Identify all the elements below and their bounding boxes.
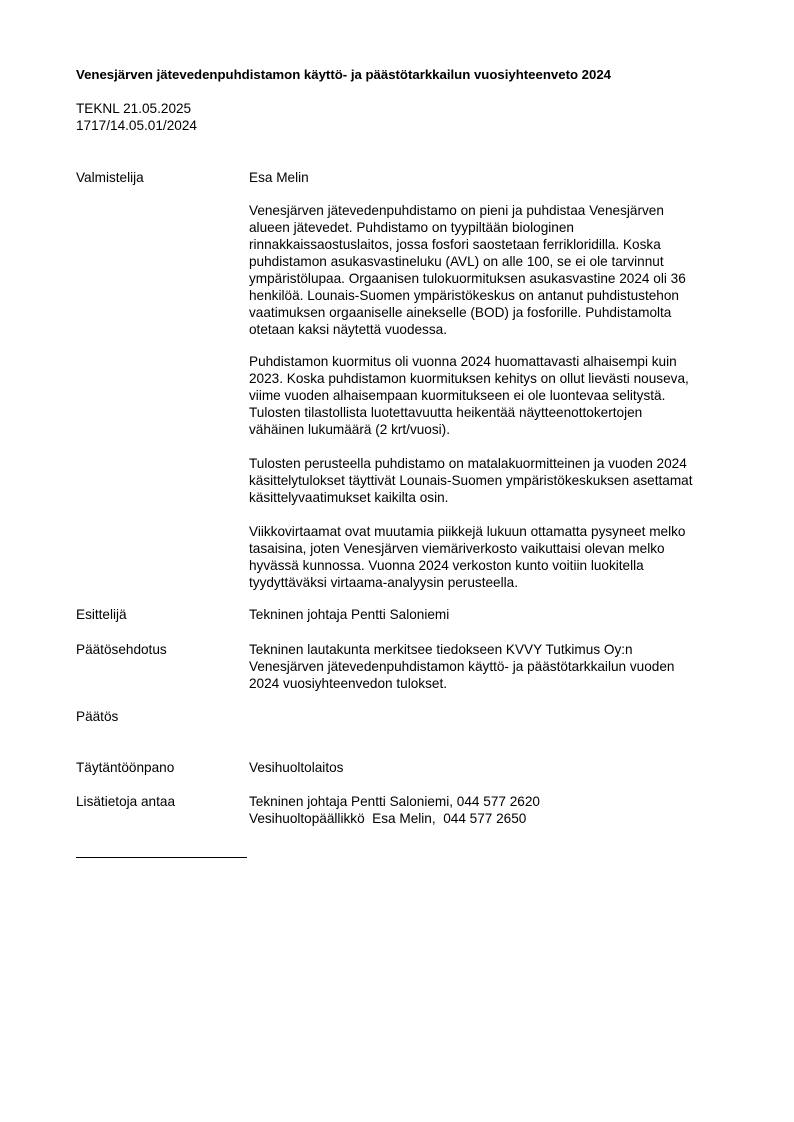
more-info-value bbox=[249, 793, 735, 827]
paragraph-line: rinnakkaissaostuslaitos, jossa fosfori saostetaan ferrikloridilla. Koska bbox=[249, 237, 661, 252]
paragraph-line: puhdistamon asukasvastineluku (AVL) on alle 100, se ei ole tarvinnut bbox=[249, 254, 664, 269]
footer-divider bbox=[76, 857, 247, 858]
contact-line: Vesihuoltopäällikkö Esa Melin, 044 577 2650 bbox=[249, 811, 527, 826]
proposal-line: Tekninen lautakunta merkitsee tiedokseen KVVY Tutkimus Oy:n bbox=[249, 642, 633, 657]
proposal-value bbox=[249, 641, 735, 692]
preparer-value: Esa Melin bbox=[249, 170, 309, 185]
paragraph-line: Tulosten perusteella puhdistamo on matalakuormitteinen ja vuoden 2024 bbox=[249, 456, 687, 471]
decision-label: Päätös bbox=[76, 709, 119, 724]
body-paragraph-load bbox=[249, 353, 735, 438]
presenter-label: Esittelijä bbox=[76, 607, 127, 622]
paragraph-line: tyydyttäväksi virtaama-analyysin perusteella. bbox=[249, 575, 518, 590]
reference-number: 1717/14.05.01/2024 bbox=[76, 118, 197, 133]
paragraph-line: Venesjärven jätevedenpuhdistamo on pieni ja puhdistaa Venesjärven bbox=[249, 203, 664, 218]
proposal-line: Venesjärven jätevedenpuhdistamon käyttö- ja päästötarkkailun vuoden bbox=[249, 659, 675, 674]
contact-line: Tekninen johtaja Pentti Saloniemi, 044 577 2620 bbox=[249, 794, 540, 809]
paragraph-line: vaatimuksen orgaaniselle ainekselle (BOD) ja fosforille. Puhdistamolta bbox=[249, 305, 672, 320]
paragraph-line: vähäinen lukumäärä (2 krt/vuosi). bbox=[249, 422, 450, 437]
implementation-value: Vesihuoltolaitos bbox=[249, 760, 344, 775]
implementation-label: Täytäntöönpano bbox=[76, 760, 175, 775]
paragraph-line: 2023. Koska puhdistamon kuormituksen kehitys on ollut lievästi nouseva, bbox=[249, 371, 689, 386]
reference-date: TEKNL 21.05.2025 bbox=[76, 101, 192, 116]
proposal-line: 2024 vuosiyhteenvedon tulokset. bbox=[249, 676, 448, 691]
paragraph-line: käsittelyvaatimukset kaikilta osin. bbox=[249, 490, 449, 505]
body-paragraph-flows bbox=[249, 523, 735, 591]
paragraph-line: viime vuoden alhaisempaan kuormitukseen ei ole luontevaa selitystä. bbox=[249, 388, 666, 403]
paragraph-line: ympäristölupaa. Orgaanisen tulokuormituksen asukasvastine 2024 oli 36 bbox=[249, 271, 686, 286]
paragraph-line: Viikkovirtaamat ovat muutamia piikkejä lukuun ottamatta pysyneet melko bbox=[249, 524, 686, 539]
paragraph-line: henkilöä. Lounais-Suomen ympäristökeskus on antanut puhdistustehon bbox=[249, 288, 679, 303]
proposal-label: Päätösehdotus bbox=[76, 642, 167, 657]
more-info-label: Lisätietoja antaa bbox=[76, 794, 176, 809]
preparer-label: Valmistelija bbox=[76, 170, 144, 185]
presenter-value: Tekninen johtaja Pentti Saloniemi bbox=[249, 607, 450, 622]
paragraph-line: alueen jätevedet. Puhdistamo on tyypiltään biologinen bbox=[249, 220, 574, 235]
document-title: Venesjärven jätevedenpuhdistamon käyttö- ja päästötarkkailun vuosiyhteenveto 2024 bbox=[76, 67, 612, 82]
body-paragraph-intro bbox=[249, 202, 735, 338]
paragraph-line: otetaan kaksi näytettä vuodessa. bbox=[249, 322, 447, 337]
paragraph-line: tasaisina, joten Venesjärven viemäriverkosto vaikuttaisi olevan melko bbox=[249, 541, 665, 556]
paragraph-line: Tulosten tilastollista luotettavuutta heikentää näytteenottokertojen bbox=[249, 405, 643, 420]
paragraph-line: hyvässä kunnossa. Vuonna 2024 verkoston kunto voitiin luokitella bbox=[249, 558, 644, 573]
paragraph-line: Puhdistamon kuormitus oli vuonna 2024 huomattavasti alhaisempi kuin bbox=[249, 354, 677, 369]
paragraph-line: käsittelytulokset täyttivät Lounais-Suomen ympäristökeskuksen asettamat bbox=[249, 473, 693, 488]
body-paragraph-results bbox=[249, 455, 735, 506]
